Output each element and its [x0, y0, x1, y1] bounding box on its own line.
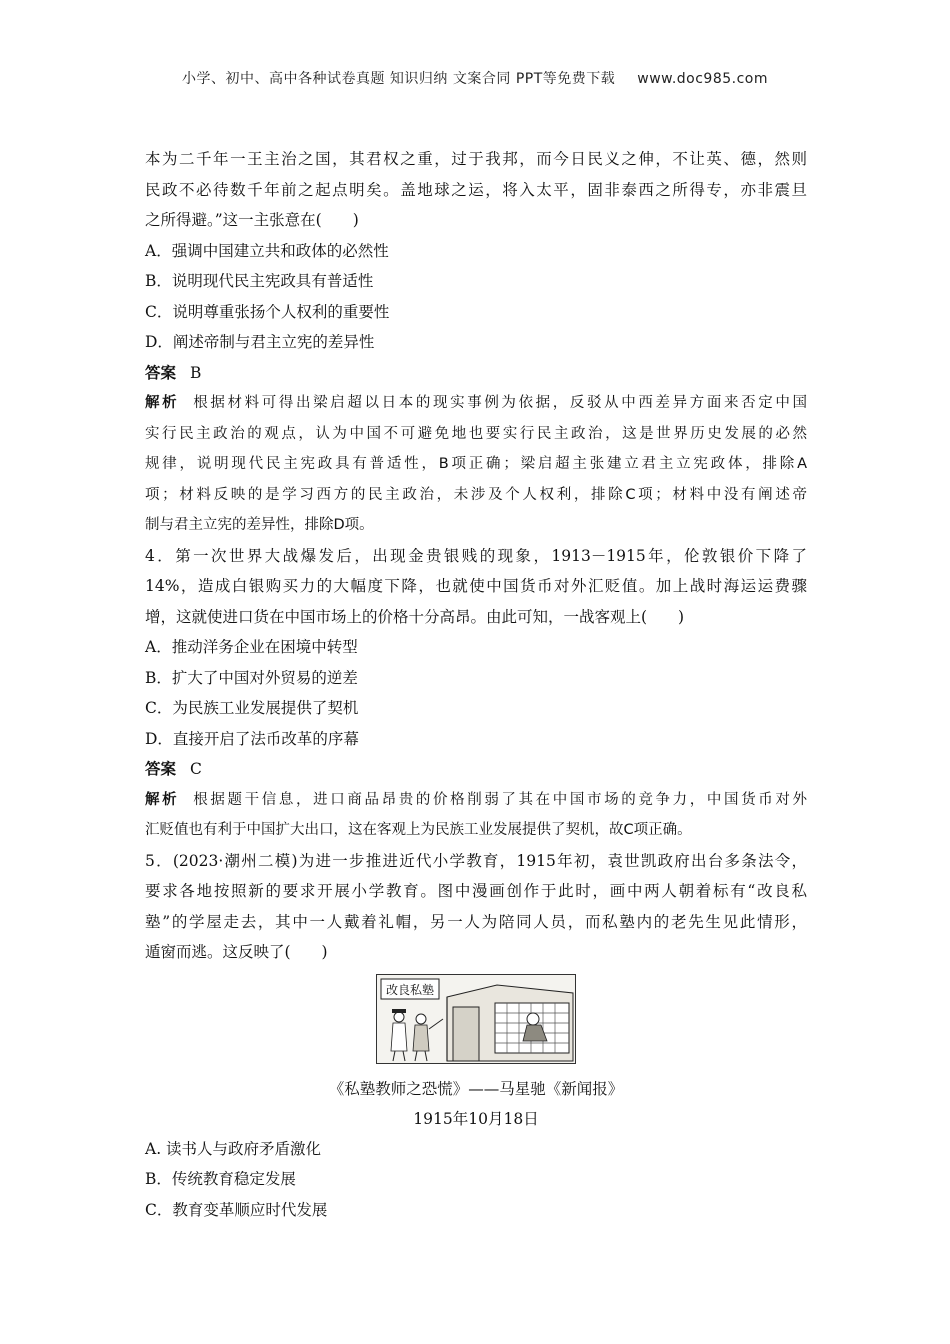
door	[453, 1007, 479, 1061]
q4-analysis-line	[145, 785, 807, 816]
q5-option-c: C．教育变革顺应时代发展	[145, 1200, 328, 1219]
teacher-head	[527, 1013, 539, 1025]
q3-answer	[145, 358, 807, 389]
q5-stem-line: 遁窗而逃。这反映了( )	[145, 943, 328, 961]
cartoon-illustration	[376, 974, 576, 1064]
analysis-text: 根据材料可得出梁启超以日本的现实事例为依据，反驳从中西差异方面来否定中国	[193, 395, 808, 411]
q4-answer	[145, 754, 807, 785]
q3-analysis-line: 项；材料反映的是学习西方的民主政治，未涉及个人权利，排除C项；材料中没有阐述帝	[145, 486, 807, 503]
answer-label: 答案	[145, 363, 177, 382]
visitor1-body	[391, 1023, 407, 1051]
q5-option-b: B．传统教育稳定发展	[145, 1170, 296, 1188]
q5-stem-line: 5．(2023·潮州二模)为进一步推进近代小学教育，1915年初，袁世凯政府出台多条法令，	[145, 851, 807, 870]
q3-option-a: A．强调中国建立共和政体的必然性	[145, 241, 389, 260]
q3-option-b: B．说明现代民主宪政具有普适性	[145, 272, 374, 290]
q4-analysis-line: 汇贬值也有利于中国扩大出口，这在客观上为民族工业发展提供了契机，故C项正确。	[145, 822, 692, 838]
sign-lettering: 改良私塾	[385, 982, 435, 997]
answer-value: C	[190, 760, 202, 778]
q3-stem-line: 本为二千年一王主治之国，其君权之重，过于我邦，而今日民义之伸，不让英、德，然则	[145, 150, 807, 168]
q4-option-a: A．推动洋务企业在困境中转型	[145, 638, 358, 656]
analysis-text: 根据题干信息，进口商品昂贵的价格削弱了其在中国市场的竞争力，中国货币对外	[193, 791, 808, 808]
visitor1-head	[394, 1012, 404, 1022]
visitor2-head	[416, 1014, 426, 1024]
q4-stem-line: 4．第一次世界大战爆发后，出现金贵银贱的现象，1913－1915年，伦敦银价下降了	[145, 546, 807, 565]
visitor1-hat	[392, 1009, 406, 1013]
q4-option-c: C．为民族工业发展提供了契机	[145, 699, 359, 717]
q3-analysis-line: 规律，说明现代民主宪政具有普适性，B项正确；梁启超主张建立君主立宪政体，排除A	[145, 456, 807, 472]
q3-option-c: C．说明尊重张扬个人权利的重要性	[145, 302, 390, 321]
q4-option-b: B．扩大了中国对外贸易的逆差	[145, 668, 358, 687]
q4-stem-line: 14%，造成白银购买力的大幅度下降，也就使中国货币对外汇贬值。加上战时海运运费骤	[145, 577, 807, 595]
q4-option-d: D．直接开启了法币改革的序幕	[145, 729, 359, 748]
answer-value: B	[190, 363, 202, 382]
q3-analysis-line	[145, 388, 807, 419]
q5-option-a: A. 读书人与政府矛盾激化	[145, 1139, 322, 1158]
q5-stem-line: 塾”的学屋走去，其中一人戴着礼帽，另一人为陪同人员，而私塾内的老先生见此情形，	[145, 912, 807, 931]
q4-stem-line: 增，这就使进口货在中国市场上的价格十分高昂。由此可知，一战客观上( )	[145, 607, 685, 626]
page-header	[0, 68, 950, 88]
q3-stem-line: 民政不必待数千年前之起点明矣。盖地球之运，将入太平，固非泰西之所得专，亦非震旦	[145, 180, 807, 199]
answer-label: 答案	[145, 760, 177, 778]
figure-caption-date: 1915年10月18日	[413, 1109, 539, 1128]
cartoon-figure-wrap	[145, 974, 807, 1070]
q3-analysis-line: 制与君主立宪的差异性，排除D项。	[145, 517, 374, 533]
document-body	[145, 144, 807, 1225]
header-site-link[interactable]: www.doc985.com	[637, 71, 769, 87]
analysis-label: 解析	[145, 791, 180, 808]
figure-caption-title: 《私塾教师之恐慌》——马星驰《新闻报》	[328, 1079, 624, 1098]
analysis-label: 解析	[145, 395, 180, 411]
visitor2-body	[413, 1025, 429, 1051]
q3-stem-line: 之所得避。”这一主张意在( )	[145, 211, 359, 229]
q3-analysis-line: 实行民主政治的观点，认为中国不可避免地也要实行民主政治，这是世界历史发展的必然	[145, 425, 807, 442]
q3-option-d: D．阐述帝制与君主立宪的差异性	[145, 333, 375, 351]
header-text: 小学、初中、高中各种试卷真题 知识归纳 文案合同 PPT等免费下载	[181, 71, 616, 87]
q5-stem-line: 要求各地按照新的要求开展小学教育。图中漫画创作于此时，画中两人朝着标有“改良私	[145, 882, 807, 900]
